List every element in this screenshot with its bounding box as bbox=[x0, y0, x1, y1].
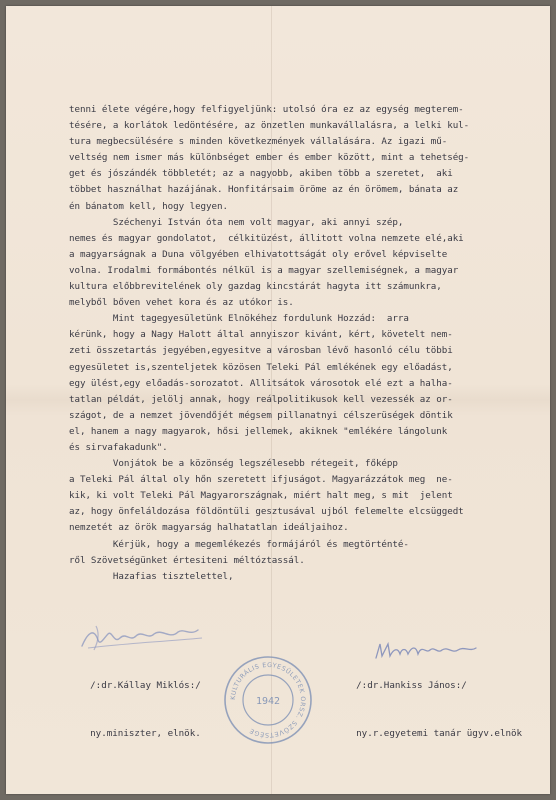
signatory-right bbox=[334, 662, 522, 758]
signatory-left-name: /:dr.Kállay Miklós:/ bbox=[90, 680, 201, 691]
letter-line: és sirvafakadunk". bbox=[69, 441, 168, 453]
letter-body bbox=[69, 102, 529, 585]
letter-line: tésére, a korlátok ledöntésére, az önzetlen munkavállalásra, a lelki kul- bbox=[69, 120, 470, 132]
letter-line: nemes és magyar gondolatot, célkitüzést, állitott volna nemzete elé,aki bbox=[69, 232, 464, 244]
letter-line: az, hogy önfeláldozása földöntüli gesztusával ujból felemelte elcsüggedt bbox=[69, 506, 464, 518]
letter-line: get és jószándék többletét; az a nagyobb, akiben több a szeretet, aki bbox=[69, 168, 453, 180]
letter-line: veltség nem ismer más különbséget ember és ember között, mint a tehetség- bbox=[69, 152, 470, 164]
letter-line: Mint tagegyesületünk Elnökéhez fordulunk Hozzád: arra bbox=[69, 313, 409, 325]
signature-kallay bbox=[78, 618, 208, 658]
stamp-ring-text: KULTURÁLIS EGYESÜLETEK ORSZ. SZÖVETSÉGE bbox=[229, 661, 307, 739]
letter-line: zeti összetartás jegyében,egyesitve a városban lévő hasonló célu többi bbox=[69, 345, 453, 357]
letter-line: én bánatom kell, hogy legyen. bbox=[69, 200, 228, 212]
letter-line: nemzetét az örök magyarság halhatatlan ideáljaihoz. bbox=[69, 522, 349, 534]
official-stamp bbox=[222, 654, 314, 746]
letter-line: Hazafias tisztelettel, bbox=[69, 570, 234, 582]
letter-line: volna. Irodalmi formábontés nélkül is a magyar szellemiségnek, a magyar bbox=[69, 264, 459, 276]
letter-line: tura megbecsülésére s minden következmények vállalására. Az igazi mű- bbox=[69, 136, 448, 148]
letter-line: kultura előbbrevitelének oly gazdag kincstárát hagyta itt számunkra, bbox=[69, 281, 442, 293]
letter-line: egy ülést,egy előadás-sorozatot. Allitsátok városotok elé ezt a halha- bbox=[69, 377, 453, 389]
letter-line: Széchenyi István óta nem volt magyar, aki annyi szép, bbox=[69, 216, 404, 228]
letter-line: szágot, de a nemzet jövendőjét mégsem pillanatnyi célszerüségek döntik bbox=[69, 409, 453, 421]
letter-page bbox=[6, 6, 550, 794]
signatory-right-title: ny.r.egyetemi tanár ügyv.elnök bbox=[356, 728, 523, 739]
letter-line: többet használhat hazájának. Honfitársaim öröme az én örömem, bánata az bbox=[69, 184, 459, 196]
stamp-year: 1942 bbox=[255, 696, 281, 707]
letter-line: melyből bőven vehet kora és az utókor is. bbox=[69, 297, 294, 309]
signature-hankiss bbox=[372, 638, 482, 664]
letter-line: Vonjátok be a közönség legszélesebb rétegeit, főképp bbox=[69, 458, 398, 470]
letter-line: tatlan példát, jelölj annak, hogy reálpolitikusok kell vezessék az or- bbox=[69, 393, 453, 405]
signatory-left bbox=[68, 662, 201, 758]
signatory-left-title: ny.miniszter, elnök. bbox=[90, 728, 201, 739]
letter-line: a magyarságnak a Duna völgyében elhivatottságát oly erővel képviselte bbox=[69, 248, 448, 260]
letter-line: a Teleki Pál által oly hőn szeretett ifjuságot. Magyarázzátok meg ne- bbox=[69, 474, 453, 486]
signatory-right-name: /:dr.Hankiss János:/ bbox=[356, 680, 467, 691]
letter-line: kik, ki volt Teleki Pál Magyarországnak, miért halt meg, s mit jelent bbox=[69, 490, 453, 502]
letter-line: egyesületet is,szenteljetek közösen Teleki Pál emlékének egy előadást, bbox=[69, 361, 453, 373]
letter-line: kérünk, hogy a Nagy Halott által annyiszor kivánt, kért, követelt nem- bbox=[69, 329, 453, 341]
letter-line: el, hanem a nagy magyarok, hősi jellemek, akiknek "emlékére lángolunk bbox=[69, 425, 448, 437]
letter-line: tenni élete végére,hogy felfigyeljünk: utolsó óra ez az egység megterem- bbox=[69, 104, 464, 115]
letter-line: Kérjük, hogy a megemlékezés formájáról és megtörténté- bbox=[69, 538, 409, 550]
letter-line: ről Szövetségünket értesiteni méltóztassál. bbox=[69, 554, 305, 566]
